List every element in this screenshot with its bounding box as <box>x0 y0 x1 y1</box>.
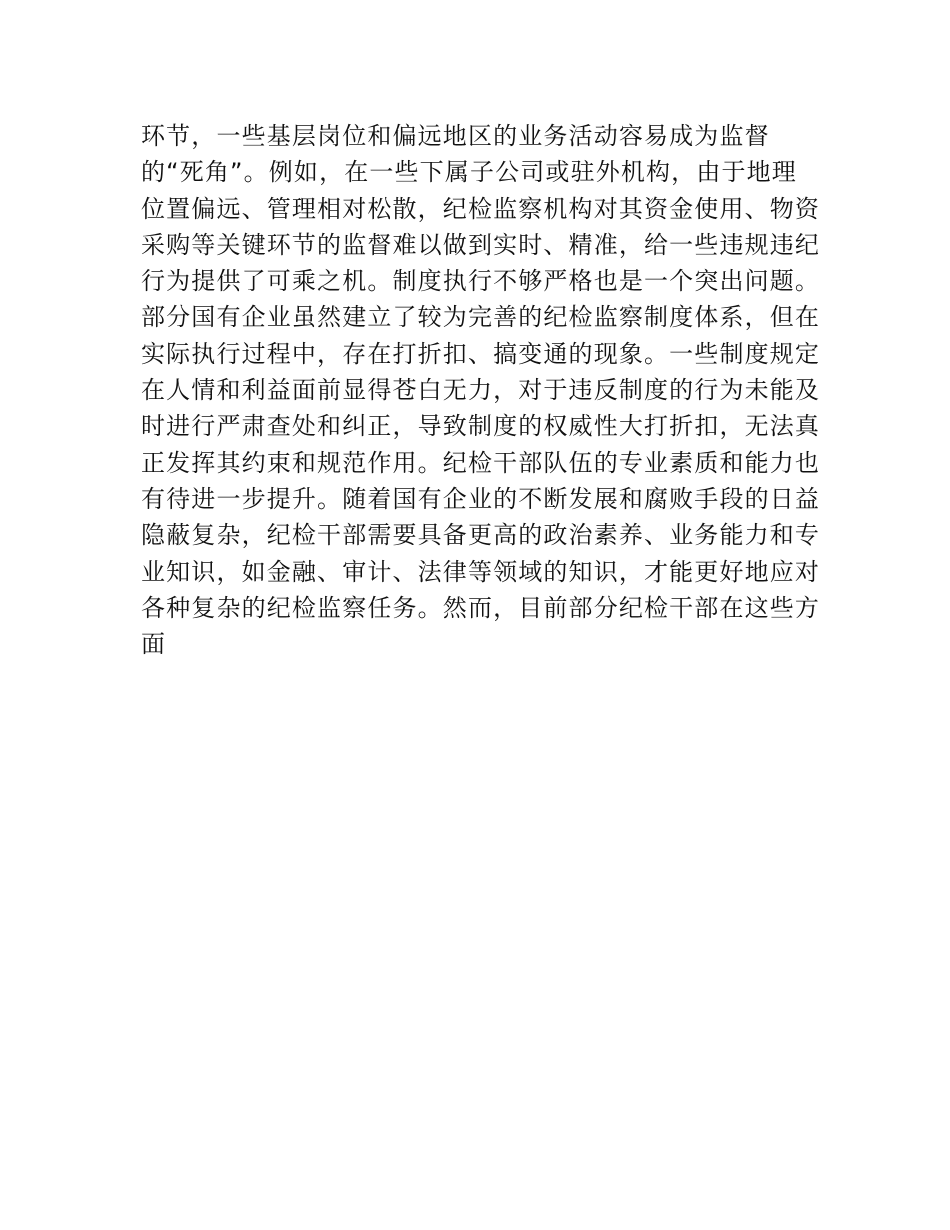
text-line: 部分国有企业虽然建立了较为完善的纪检监察制度体系，但在 <box>141 303 821 332</box>
text-line: 正发挥其约束和规范作用。纪检干部队伍的专业素质和能力也 <box>141 448 821 477</box>
body-paragraph <box>141 118 821 662</box>
text-line: 行为提供了可乘之机。制度执行不够严格也是一个突出问题。 <box>141 267 821 296</box>
text-line: 有待进一步提升。随着国有企业的不断发展和腐败手段的日益 <box>141 484 821 513</box>
text-line: 在人情和利益面前显得苍白无力，对于违反制度的行为未能及 <box>141 376 821 405</box>
text-line: 各种复杂的纪检监察任务。然而，目前部分纪检干部在这些方 <box>141 593 821 622</box>
text-line: 的“死角”。例如，在一些下属子公司或驻外机构，由于地理 <box>141 158 797 187</box>
text-line: 实际执行过程中，存在打折扣、搞变通的现象。一些制度规定 <box>141 339 821 368</box>
text-line: 环节，一些基层岗位和偏远地区的业务活动容易成为监督 <box>141 122 770 150</box>
text-line: 位置偏远、管理相对松散，纪检监察机构对其资金使用、物资 <box>141 194 821 223</box>
text-line: 采购等关键环节的监督难以做到实时、精准，给一些违规违纪 <box>141 230 821 259</box>
text-line: 时进行严肃查处和纠正，导致制度的权威性大打折扣，无法真 <box>141 412 821 441</box>
text-line: 面 <box>141 630 167 659</box>
text-line: 业知识，如金融、审计、法律等领域的知识，才能更好地应对 <box>141 557 821 586</box>
text-line: 隐蔽复杂，纪检干部需要具备更高的政治素养、业务能力和专 <box>141 521 821 550</box>
